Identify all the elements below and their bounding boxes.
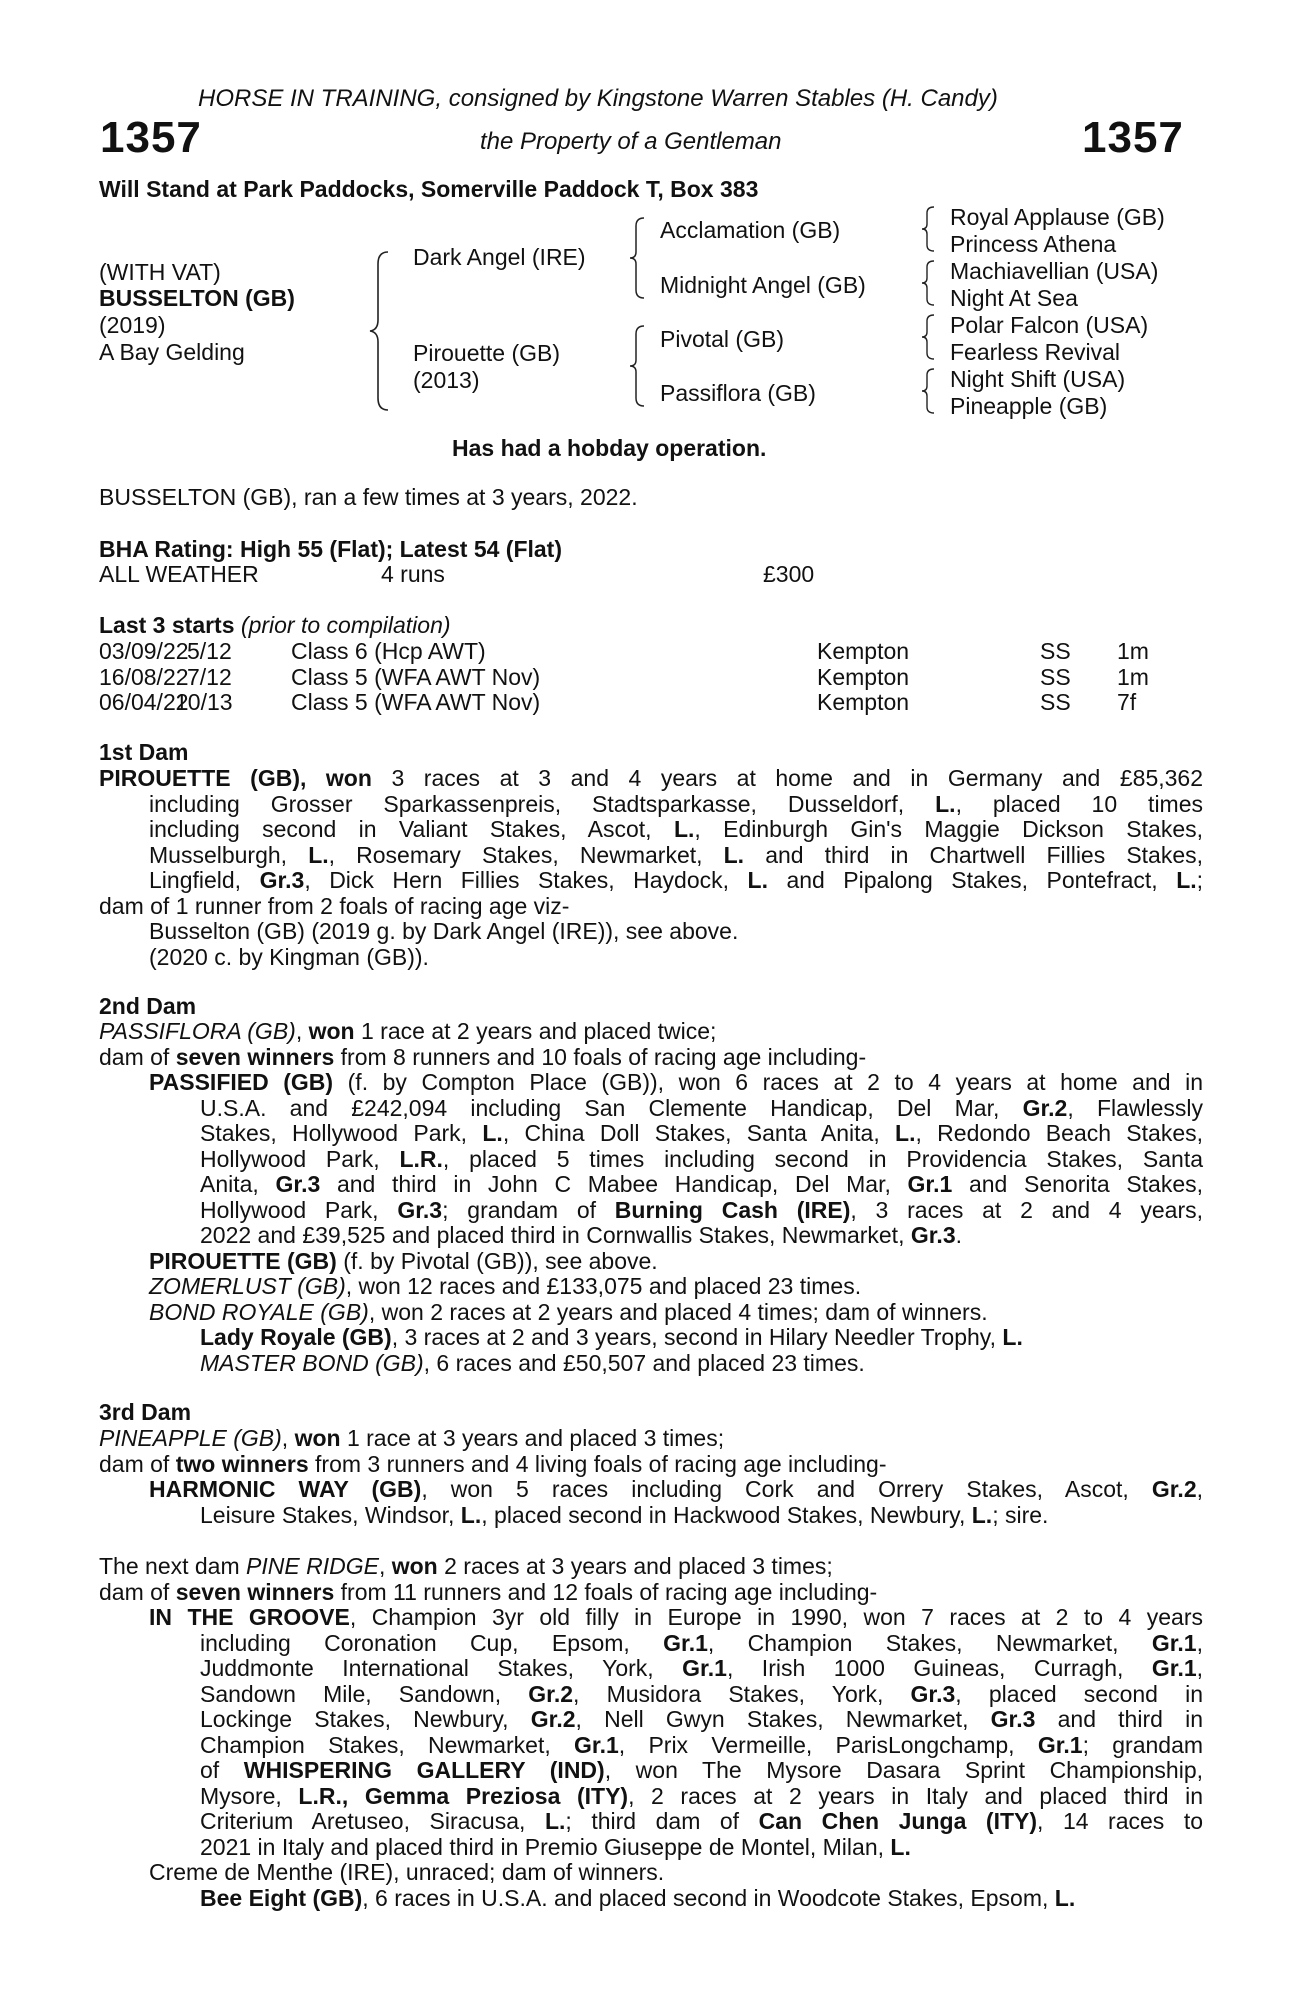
- gemma-preziosa-name: Gemma Preziosa (ITY): [364, 1782, 629, 1809]
- second-dam-name: PASSIFLORA (GB): [99, 1018, 296, 1044]
- lot-number-left: 1357: [100, 113, 202, 162]
- lady-royale-name: Lady Royale (GB): [200, 1324, 392, 1350]
- pedigree-g3-7: Night Shift (USA): [950, 366, 1126, 392]
- table-row: [99, 664, 1199, 690]
- whispering-gallery-name: WHISPERING GALLERY (IND): [243, 1757, 605, 1783]
- pedigree-g3-3: Machiavellian (USA): [950, 258, 1159, 284]
- start-position: 10/13: [175, 689, 233, 715]
- start-position: 7/12: [187, 663, 232, 690]
- pirouette-name: PIROUETTE (GB): [149, 1247, 337, 1274]
- race-summary: BUSSELTON (GB), ran a few times at 3 years, 2022.: [99, 484, 638, 510]
- pedigree-g3-5: Polar Falcon (USA): [950, 312, 1149, 338]
- pedigree-dam-sire: Pivotal (GB): [660, 326, 784, 352]
- first-dam-entry: PIROUETTE (GB), won 3 races at 3 and 4 years at home and in Germany and £85,362 including Grosser Sparkassenpreis, Stadtsparkasse, Dusseldorf, L., placed 10 times including second in Valiant Stakes, Ascot, L., Edinburgh Gin's Maggie Dickson Stakes, Musselburgh, L., Rosemary Stakes, Newmarket, L. and third in Chartwell Fillies Stakes, Lingfield, Gr.3, Dick Hern Fillies Stakes, Haydock, L. and Pipalong Stakes, Pontefract, L.; dam of 1 runner from 2 foals of racing age viz- Busselton (GB) (2019 g. by Dark Angel (IRE)), see above. (2020 c. by Kingman (GB)).: [99, 765, 1204, 970]
- pedigree-sire: Dark Angel (IRE): [413, 244, 586, 270]
- pedigree-sire-sire: Acclamation (GB): [660, 217, 841, 243]
- third-dam-name: PINEAPPLE (GB): [99, 1425, 282, 1451]
- start-race: Class 5 (WFA AWT Nov): [291, 663, 541, 690]
- bond-royale-name: BOND ROYALE (GB): [149, 1298, 369, 1325]
- start-going: SS: [1040, 689, 1071, 715]
- start-race: Class 5 (WFA AWT Nov): [291, 689, 541, 715]
- surface-earnings: £300: [763, 561, 815, 587]
- start-distance: 7f: [1117, 689, 1137, 715]
- pedigree-g3-1: Royal Applause (GB): [950, 204, 1165, 230]
- passified-name: PASSIFIED (GB): [149, 1069, 334, 1095]
- start-distance: 1m: [1117, 638, 1149, 664]
- pedigree-dam-dam: Passiflora (GB): [660, 380, 816, 406]
- horse-description: A Bay Gelding: [99, 339, 245, 365]
- pedigree-g3-8: Pineapple (GB): [950, 393, 1108, 419]
- pedigree-brace-main: [368, 250, 392, 412]
- in-the-groove-name: IN THE GROOVE: [149, 1604, 350, 1630]
- zomerlust-name: ZOMERLUST (GB): [149, 1273, 346, 1299]
- property-line: the Property of a Gentleman: [480, 128, 782, 155]
- surface-label: ALL WEATHER: [99, 561, 259, 587]
- start-distance: 1m: [1117, 663, 1149, 690]
- pedigree-brace-sire: [628, 216, 648, 300]
- horse-name: BUSSELTON (GB): [99, 285, 295, 311]
- last-starts-note: (prior to compilation): [240, 612, 451, 638]
- first-dam-heading: 1st Dam: [99, 739, 189, 765]
- pedigree-brace-3: [920, 313, 938, 361]
- last-starts-title: Last 3 starts: [99, 612, 235, 638]
- next-dam-entry: The next dam PINE RIDGE, won 2 races at 3 years and placed 3 times; dam of seven winners from 11 runners and 12 foals of racing age including- IN THE GROOVE, Champion 3yr old filly in Europe in 1990, won 7 races at 2 to 4 years including Coronation Cup, Epsom, Gr.1, Champion Stakes, Newmarket, Gr.1, Juddmonte International Stakes, York, Gr.1, Irish 1000 Guineas, Curragh, Gr.1, Sandown Mile, Sandown, Gr.2, Musidora Stakes, York, Gr.3, placed second in Lockinge Stakes, Newbury, Gr.2, Nell Gwyn Stakes, Newmarket, Gr.3 and third in Champion Stakes, Newmarket, Gr.1, Prix Vermeille, ParisLongchamp, Gr.1; grandam of WHISPERING GALLERY (IND), won The Mysore Dasara Sprint Championship, Mysore, L.R., Gemma Preziosa (ITY), 2 races at 2 years in Italy and placed third in Criterium Aretuseo, Siracusa, L.; third dam of Can Chen Junga (ITY), 14 races to 2021 in Italy and placed third in Premio Giuseppe de Montel, Milan, L. Creme de Menthe (IRE), unraced; dam of winners. Bee Eight (GB), 6 races in U.S.A. and placed second in Woodcote Stakes, Epsom, L.: [99, 1553, 1204, 1911]
- pedigree-brace-4: [920, 367, 938, 415]
- start-date: 16/08/22: [99, 663, 189, 690]
- start-date: 06/04/22: [99, 689, 189, 715]
- produce-2020-colt: (2020 c. by Kingman (GB)).: [149, 943, 429, 970]
- start-date: 03/09/22: [99, 638, 189, 664]
- bha-rating: BHA Rating: High 55 (Flat); Latest 54 (Flat): [99, 536, 562, 562]
- pedigree-dam-year: (2013): [413, 367, 480, 393]
- surface-runs: 4 runs: [381, 561, 445, 587]
- hobday-note: Has had a hobday operation.: [452, 435, 767, 461]
- start-position: 5/12: [187, 638, 232, 664]
- stand-line: Will Stand at Park Paddocks, Somerville Paddock T, Box 383: [99, 176, 759, 202]
- vat-label: (WITH VAT): [99, 259, 221, 285]
- start-race: Class 6 (Hcp AWT): [291, 638, 486, 664]
- horse-year: (2019): [99, 312, 166, 338]
- start-course: Kempton: [817, 638, 910, 664]
- can-chen-junga-name: Can Chen Junga (ITY): [758, 1808, 1038, 1834]
- creme-de-menthe: Creme de Menthe (IRE), unraced; dam of winners.: [149, 1859, 665, 1885]
- next-dam-name: PINE RIDGE: [246, 1553, 379, 1579]
- pedigree-g3-6: Fearless Revival: [950, 339, 1120, 365]
- start-course: Kempton: [817, 663, 910, 690]
- table-row: [99, 689, 1199, 715]
- master-bond-name: MASTER BOND (GB): [200, 1349, 424, 1376]
- start-course: Kempton: [817, 689, 910, 715]
- consignor-line: HORSE IN TRAINING, consigned by Kingstone Warren Stables (H. Candy): [198, 85, 998, 112]
- pedigree-brace-1: [920, 205, 938, 253]
- start-going: SS: [1040, 638, 1071, 664]
- harmonic-way-name: HARMONIC WAY (GB): [149, 1476, 422, 1502]
- last-starts-heading: [99, 612, 451, 639]
- pedigree-sire-dam: Midnight Angel (GB): [660, 272, 866, 298]
- third-dam-heading: 3rd Dam: [99, 1399, 192, 1425]
- last-starts-table: [99, 638, 1199, 716]
- pedigree-brace-dam: [628, 324, 648, 408]
- third-dam-entry: PINEAPPLE (GB), won 1 race at 3 years and placed 3 times; dam of two winners from 3 runners and 4 living foals of racing age including- HARMONIC WAY (GB), won 5 races including Cork and Orrery Stakes, Ascot, Gr.2, Leisure Stakes, Windsor, L., placed second in Hackwood Stakes, Newbury, L.; sire.: [99, 1425, 1204, 1528]
- first-dam-name: PIROUETTE (GB): [99, 765, 300, 791]
- second-dam-heading: 2nd Dam: [99, 993, 197, 1019]
- pedigree-brace-2: [920, 259, 938, 307]
- pedigree-g3-4: Night At Sea: [950, 285, 1078, 311]
- start-going: SS: [1040, 663, 1071, 690]
- second-dam-entry: PASSIFLORA (GB), won 1 race at 2 years and placed twice; dam of seven winners from 8 runners and 10 foals of racing age including- PASSIFIED (GB) (f. by Compton Place (GB)), won 6 races at 2 to 4 years at home and in U.S.A. and £242,094 including San Clemente Handicap, Del Mar, Gr.2, Flawlessly Stakes, Hollywood Park, L., China Doll Stakes, Santa Anita, L., Redondo Beach Stakes, Hollywood Park, L.R., placed 5 times including second in Providencia Stakes, Santa Anita, Gr.3 and third in John C Mabee Handicap, Del Mar, Gr.1 and Senorita Stakes, Hollywood Park, Gr.3; grandam of Burning Cash (IRE), 3 races at 2 and 4 years, 2022 and £39,525 and placed third in Cornwallis Stakes, Newmarket, Gr.3. PIROUETTE (GB) (f. by Pivotal (GB)), see above. ZOMERLUST (GB), won 12 races and £133,075 and placed 23 times. BOND ROYALE (GB), won 2 races at 2 years and placed 4 times; dam of winners. Lady Royale (GB), 3 races at 2 and 3 years, second in Hilary Needler Trophy, L. MASTER BOND (GB), 6 races and £50,507 and placed 23 times.: [99, 1018, 1204, 1376]
- pedigree-dam: Pirouette (GB): [413, 340, 560, 366]
- produce-busselton: Busselton (GB) (2019 g. by Dark Angel (IRE)), see above.: [149, 918, 739, 944]
- bee-eight-name: Bee Eight (GB): [200, 1884, 363, 1911]
- table-row: [99, 638, 1199, 664]
- pedigree-g3-2: Princess Athena: [950, 231, 1117, 257]
- lot-number-right: 1357: [1082, 113, 1184, 162]
